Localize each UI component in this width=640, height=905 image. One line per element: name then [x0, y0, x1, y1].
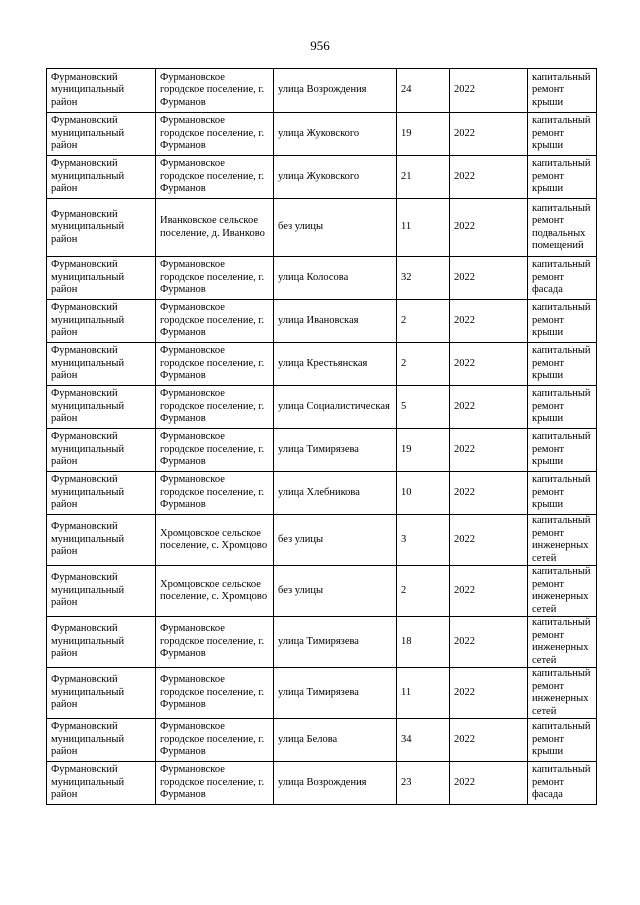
- house-number-cell: 19: [397, 113, 450, 156]
- district-cell: Фурмановский муниципальный район: [47, 617, 156, 668]
- house-number-cell: 32: [397, 257, 450, 300]
- year-cell: 2022: [450, 472, 528, 515]
- settlement-cell: Хромцовское сельское поселение, с. Хромцово: [156, 566, 274, 617]
- year-cell: 2022: [450, 300, 528, 343]
- year-cell: 2022: [450, 719, 528, 762]
- table-row: [47, 386, 597, 429]
- street-cell: улица Социалистическая: [274, 386, 397, 429]
- table-row: [47, 343, 597, 386]
- street-cell: улица Колосова: [274, 257, 397, 300]
- district-cell: Фурмановский муниципальный район: [47, 668, 156, 719]
- district-cell: Фурмановский муниципальный район: [47, 386, 156, 429]
- settlement-cell: Хромцовское сельское поселение, с. Хромцово: [156, 515, 274, 566]
- year-cell: 2022: [450, 199, 528, 257]
- table-row: [47, 617, 597, 668]
- district-cell: Фурмановский муниципальный район: [47, 113, 156, 156]
- settlement-cell: Фурмановское городское поселение, г. Фурманов: [156, 343, 274, 386]
- page-number: 956: [310, 38, 330, 53]
- district-cell: Фурмановский муниципальный район: [47, 472, 156, 515]
- district-cell: Фурмановский муниципальный район: [47, 343, 156, 386]
- street-cell: без улицы: [274, 515, 397, 566]
- street-cell: улица Хлебникова: [274, 472, 397, 515]
- district-cell: Фурмановский муниципальный район: [47, 300, 156, 343]
- settlement-cell: Фурмановское городское поселение, г. Фурманов: [156, 429, 274, 472]
- house-number-cell: 11: [397, 199, 450, 257]
- work-type-cell: капитальный ремонт крыши: [528, 429, 597, 472]
- house-number-cell: 34: [397, 719, 450, 762]
- settlement-cell: Фурмановское городское поселение, г. Фурманов: [156, 300, 274, 343]
- house-number-cell: 3: [397, 515, 450, 566]
- district-cell: Фурмановский муниципальный район: [47, 566, 156, 617]
- district-cell: Фурмановский муниципальный район: [47, 429, 156, 472]
- settlement-cell: Фурмановское городское поселение, г. Фурманов: [156, 386, 274, 429]
- house-number-cell: 18: [397, 617, 450, 668]
- year-cell: 2022: [450, 156, 528, 199]
- work-type-cell: капитальный ремонт крыши: [528, 386, 597, 429]
- year-cell: 2022: [450, 343, 528, 386]
- table-row: [47, 257, 597, 300]
- table-row: [47, 429, 597, 472]
- table-body: [47, 69, 597, 805]
- table-row: [47, 300, 597, 343]
- district-cell: Фурмановский муниципальный район: [47, 719, 156, 762]
- table-row: [47, 472, 597, 515]
- street-cell: улица Ивановская: [274, 300, 397, 343]
- work-type-cell: капитальный ремонт инженерных сетей: [528, 566, 597, 617]
- district-cell: Фурмановский муниципальный район: [47, 515, 156, 566]
- work-type-cell: капитальный ремонт инженерных сетей: [528, 515, 597, 566]
- street-cell: без улицы: [274, 199, 397, 257]
- work-type-cell: капитальный ремонт крыши: [528, 472, 597, 515]
- house-number-cell: 23: [397, 762, 450, 805]
- settlement-cell: Фурмановское городское поселение, г. Фурманов: [156, 472, 274, 515]
- table-row: [47, 566, 597, 617]
- year-cell: 2022: [450, 257, 528, 300]
- work-type-cell: капитальный ремонт крыши: [528, 300, 597, 343]
- settlement-cell: Фурмановское городское поселение, г. Фурманов: [156, 69, 274, 113]
- settlement-cell: Фурмановское городское поселение, г. Фурманов: [156, 257, 274, 300]
- year-cell: 2022: [450, 69, 528, 113]
- house-number-cell: 2: [397, 343, 450, 386]
- repair-schedule-table: [46, 68, 597, 805]
- house-number-cell: 10: [397, 472, 450, 515]
- settlement-cell: Фурмановское городское поселение, г. Фурманов: [156, 719, 274, 762]
- district-cell: Фурмановский муниципальный район: [47, 156, 156, 199]
- settlement-cell: Фурмановское городское поселение, г. Фурманов: [156, 113, 274, 156]
- settlement-cell: Фурмановское городское поселение, г. Фурманов: [156, 156, 274, 199]
- street-cell: улица Тимирязева: [274, 668, 397, 719]
- work-type-cell: капитальный ремонт инженерных сетей: [528, 668, 597, 719]
- street-cell: улица Тимирязева: [274, 617, 397, 668]
- work-type-cell: капитальный ремонт фасада: [528, 257, 597, 300]
- house-number-cell: 11: [397, 668, 450, 719]
- street-cell: улица Крестьянская: [274, 343, 397, 386]
- year-cell: 2022: [450, 113, 528, 156]
- year-cell: 2022: [450, 566, 528, 617]
- street-cell: улица Жуковского: [274, 113, 397, 156]
- district-cell: Фурмановский муниципальный район: [47, 762, 156, 805]
- table-row: [47, 719, 597, 762]
- settlement-cell: Иванковское сельское поселение, д. Иванково: [156, 199, 274, 257]
- settlement-cell: Фурмановское городское поселение, г. Фурманов: [156, 617, 274, 668]
- work-type-cell: капитальный ремонт крыши: [528, 343, 597, 386]
- work-type-cell: капитальный ремонт крыши: [528, 156, 597, 199]
- district-cell: Фурмановский муниципальный район: [47, 69, 156, 113]
- table-row: [47, 762, 597, 805]
- settlement-cell: Фурмановское городское поселение, г. Фурманов: [156, 762, 274, 805]
- table-row: [47, 69, 597, 113]
- district-cell: Фурмановский муниципальный район: [47, 257, 156, 300]
- house-number-cell: 2: [397, 300, 450, 343]
- year-cell: 2022: [450, 617, 528, 668]
- year-cell: 2022: [450, 515, 528, 566]
- house-number-cell: 2: [397, 566, 450, 617]
- house-number-cell: 21: [397, 156, 450, 199]
- work-type-cell: капитальный ремонт инженерных сетей: [528, 617, 597, 668]
- year-cell: 2022: [450, 668, 528, 719]
- street-cell: улица Тимирязева: [274, 429, 397, 472]
- street-cell: улица Жуковского: [274, 156, 397, 199]
- work-type-cell: капитальный ремонт крыши: [528, 69, 597, 113]
- work-type-cell: капитальный ремонт крыши: [528, 113, 597, 156]
- work-type-cell: капитальный ремонт фасада: [528, 762, 597, 805]
- table-row: [47, 113, 597, 156]
- table-row: [47, 156, 597, 199]
- street-cell: улица Белова: [274, 719, 397, 762]
- work-type-cell: капитальный ремонт подвальных помещений: [528, 199, 597, 257]
- house-number-cell: 24: [397, 69, 450, 113]
- street-cell: улица Возрождения: [274, 762, 397, 805]
- table-row: [47, 668, 597, 719]
- street-cell: улица Возрождения: [274, 69, 397, 113]
- settlement-cell: Фурмановское городское поселение, г. Фурманов: [156, 668, 274, 719]
- house-number-cell: 19: [397, 429, 450, 472]
- year-cell: 2022: [450, 386, 528, 429]
- work-type-cell: капитальный ремонт крыши: [528, 719, 597, 762]
- year-cell: 2022: [450, 762, 528, 805]
- district-cell: Фурмановский муниципальный район: [47, 199, 156, 257]
- table-row: [47, 199, 597, 257]
- table-row: [47, 515, 597, 566]
- year-cell: 2022: [450, 429, 528, 472]
- street-cell: без улицы: [274, 566, 397, 617]
- house-number-cell: 5: [397, 386, 450, 429]
